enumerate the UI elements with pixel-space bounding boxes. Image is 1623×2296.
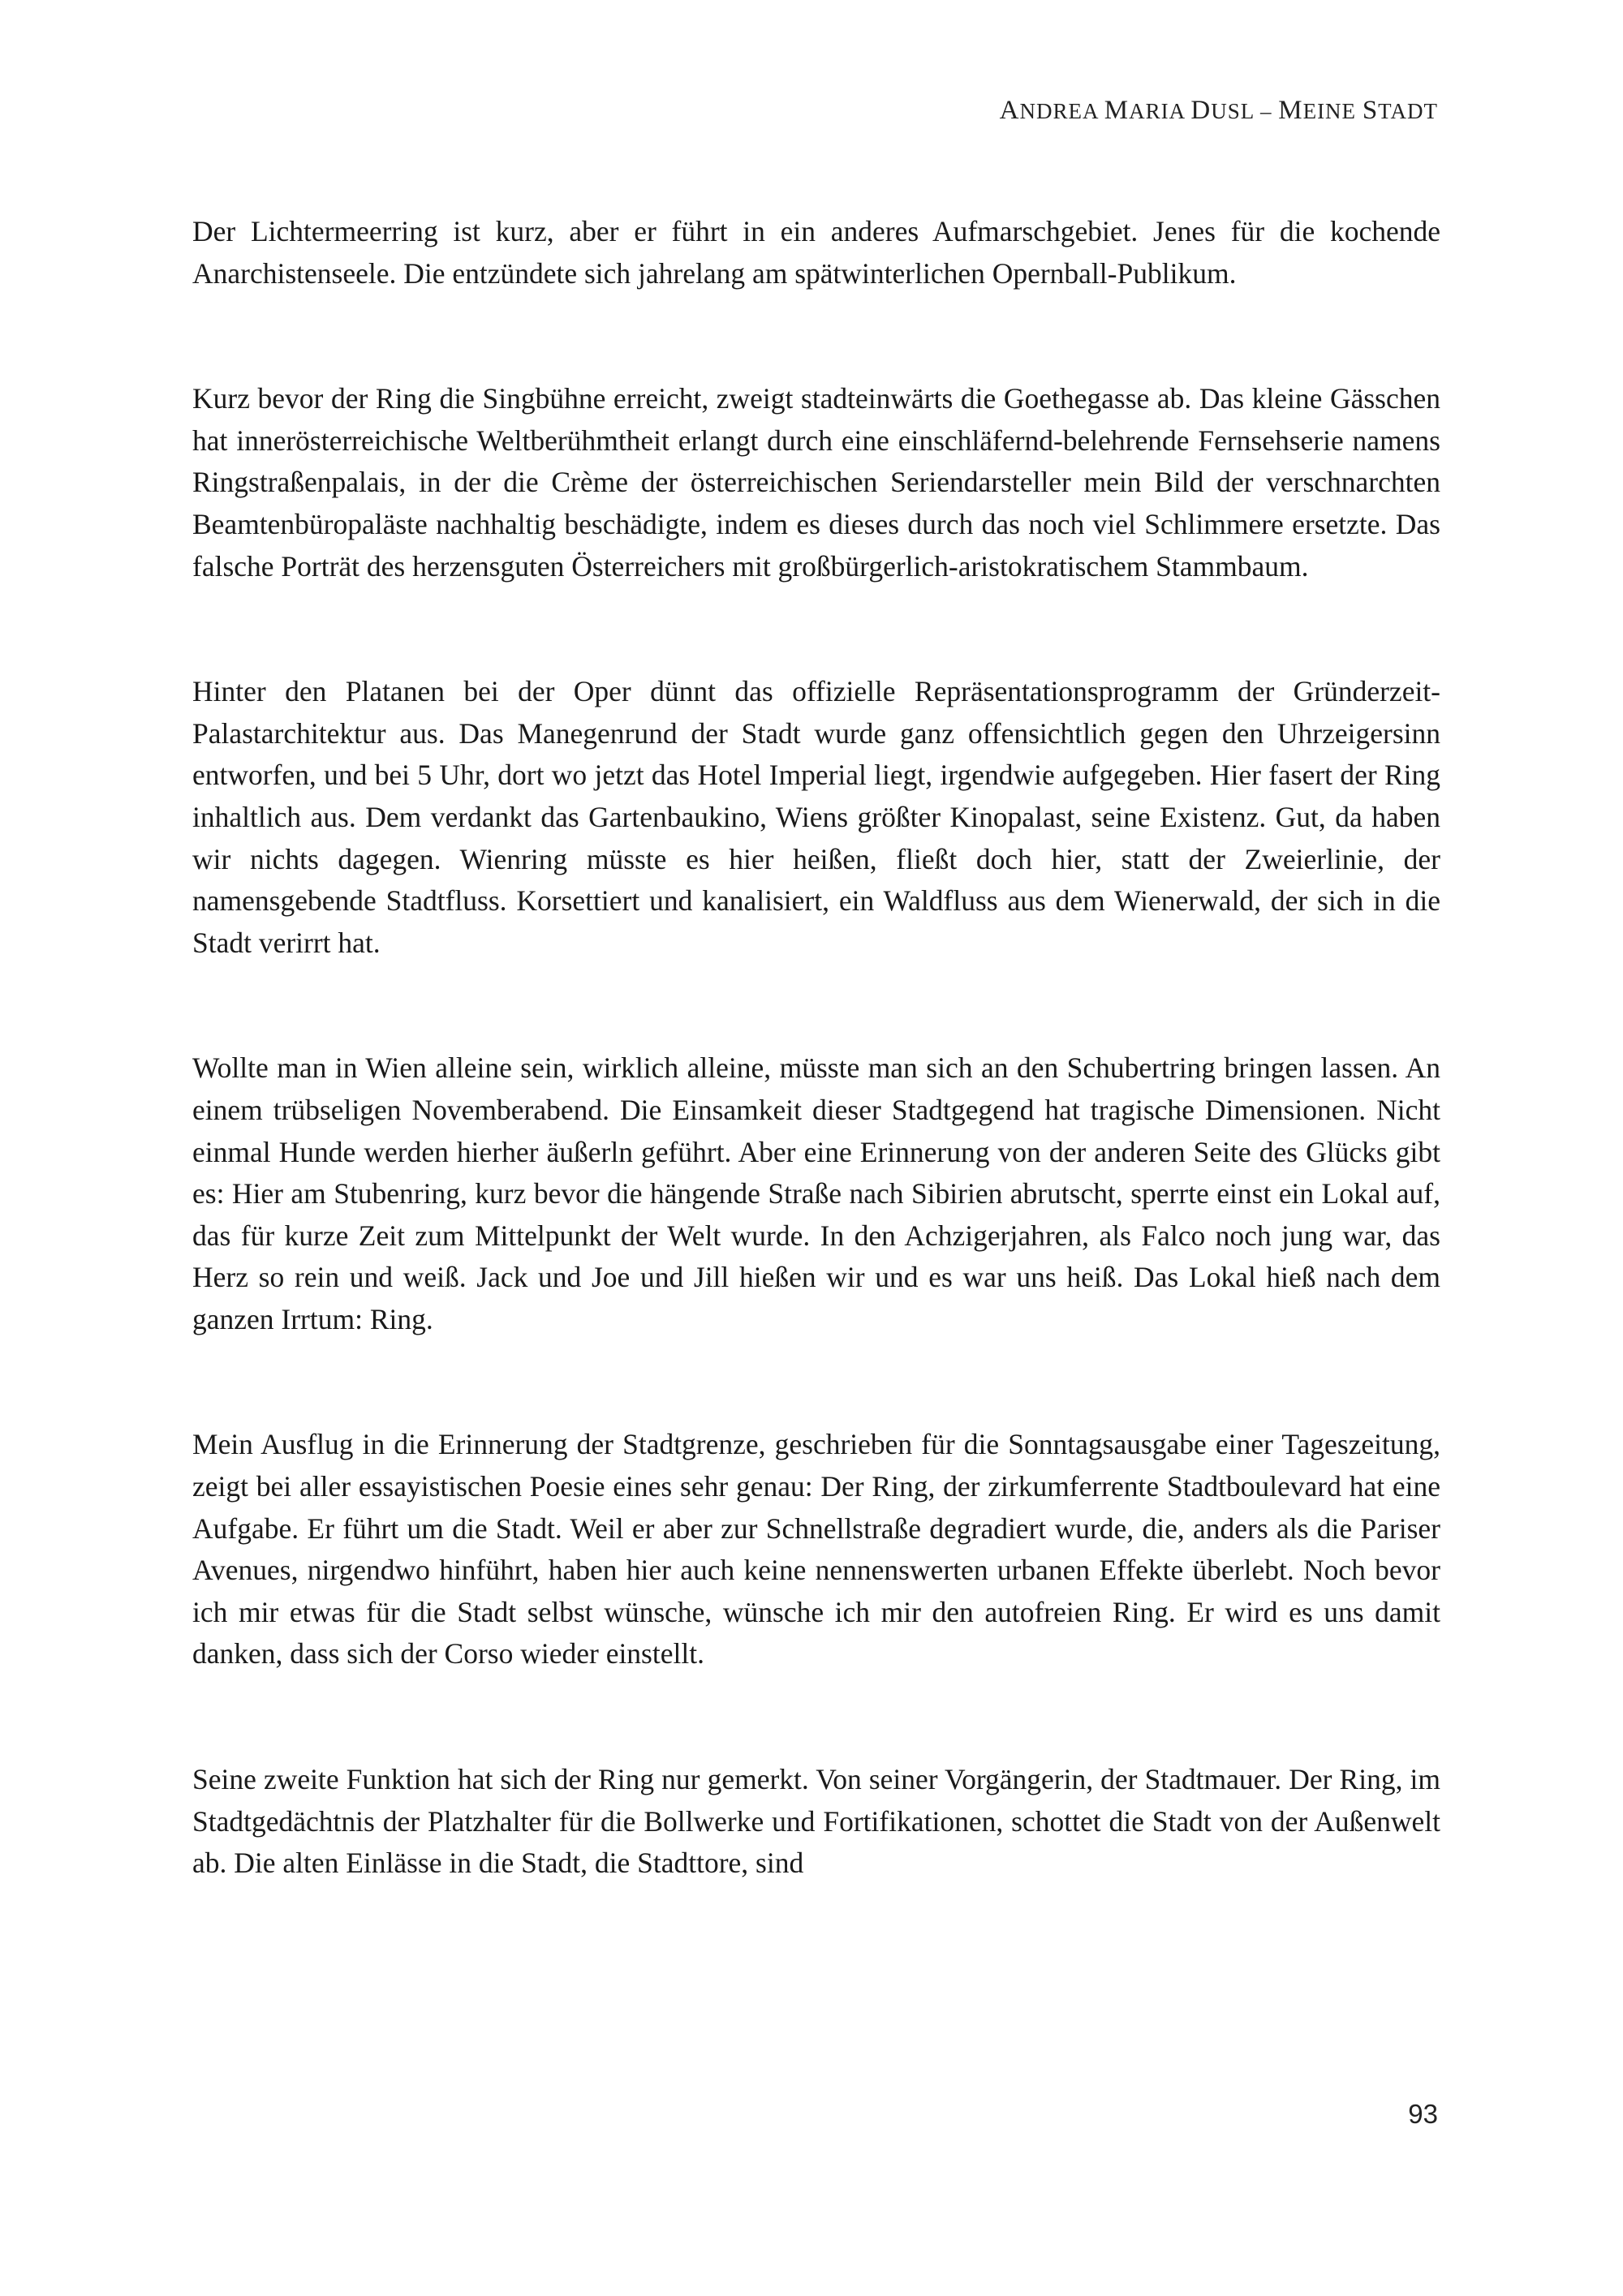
paragraph-2: Kurz bevor der Ring die Singbühne erreicht, zweigt stadteinwärts die Goethegasse ab. Das kleine Gässchen hat innerösterreichische Weltberühmtheit erlangt durch eine einschläfernd-belehrende Fernsehserie namens Ringstraßenpalais, in der die Crème der österreichischen Seriendarsteller mein Bild der verschnarchten Beamtenbüropaläste nachhaltig beschädigte, indem es dieses durch das noch viel Schlimmere ersetzte. Das falsche Porträt des herzensguten Österreichers mit großbürgerlich-aristokratischem Stammbaum. bbox=[192, 382, 1440, 583]
header-separator: – bbox=[1254, 99, 1279, 123]
header-initial: A bbox=[999, 96, 1020, 125]
paragraph-1: Der Lichtermeerring ist kurz, aber er führt in ein anderes Aufmarschgebiet. Jenes für die kochende Anarchistenseele. Die entzündete sich jahrelang am spätwinterlichen Opernball-Publikum. bbox=[192, 215, 1440, 290]
paragraph-3: Hinter den Platanen bei der Oper dünnt das offizielle Repräsentationsprogramm der Gründerzeit-Palastarchitektur aus. Das Manegenrund der Stadt wurde ganz offensichtlich gegen den Uhrzeigersinn entworfen, und bei 5 Uhr, dort wo jetzt das Hotel Imperial liegt, irgendwie aufgegeben. Hier fasert der Ring inhaltlich aus. Dem verdankt das Gartenbaukino, Wiens größter Kinopalast, seine Existenz. Gut, da haben wir nichts dagegen. Wienring müsste es hier heißen, fließt doch hier, statt der Zweierlinie, der namensgebende Stadtfluss. Korsettiert und kanalisiert, ein Waldfluss aus dem Wienerwald, der sich in die Stadt verirrt hat. bbox=[192, 675, 1440, 959]
header-text: NDREA bbox=[1019, 99, 1104, 123]
header-initial: S bbox=[1362, 96, 1379, 125]
body-text bbox=[192, 211, 1440, 1885]
header-text: EINE bbox=[1302, 99, 1363, 123]
running-header bbox=[1000, 96, 1438, 126]
page-number: 93 bbox=[1408, 2099, 1438, 2129]
paragraph-6: Seine zweite Funktion hat sich der Ring nur gemerkt. Von seiner Vorgängerin, der Stadtmauer. Der Ring, im Stadtgedächtnis der Platzhalter für die Bollwerke und Fortifikationen, schottet die Stadt von der Außenwelt ab. Die alten Einlässe in die Stadt, die Stadttore, sind bbox=[192, 1763, 1440, 1880]
paragraph-4: Wollte man in Wien alleine sein, wirklich alleine, müsste man sich an den Schubertring bringen lassen. An einem trübseligen Novemberabend. Die Einsamkeit dieser Stadtgegend hat tragische Dimensionen. Nicht einmal Hunde werden hierher äußerln geführt. Aber eine Erinnerung von der anderen Seite des Glücks gibt es: Hier am Stubenring, kurz bevor die hängende Straße nach Sibirien abrutscht, sperrte einst ein Lokal auf, das für kurze Zeit zum Mittelpunkt der Welt wurde. In den Achzigerjahren, als Falco noch jung war, das Herz so rein und weiß. Jack und Joe und Jill hießen wir und es war uns heiß. Das Lokal hieß nach dem ganzen Irrtum: Ring. bbox=[192, 1051, 1440, 1335]
header-initial: M bbox=[1278, 96, 1303, 125]
header-text: TADT bbox=[1378, 99, 1438, 123]
header-text: ARIA bbox=[1129, 99, 1191, 123]
header-initial: D bbox=[1190, 96, 1212, 125]
paragraph-5: Mein Ausflug in die Erinnerung der Stadtgrenze, geschrieben für die Sonntagsausgabe einer Tageszeitung, zeigt bei aller essayistischen Poesie eines sehr genau: Der Ring, der zirkumferrente Stadtboulevard hat eine Aufgabe. Er führt um die Stadt. Weil er aber zur Schnellstraße degradiert wurde, die, anders als die Pariser Avenues, nirgendwo hinführt, haben hier auch keine nennenswerten urbanen Effekte überlebt. Noch bevor ich mir etwas für die Stadt selbst wünsche, wünsche ich mir den autofreien Ring. Er wird es uns damit danken, dass sich der Corso wieder einstellt. bbox=[192, 1428, 1440, 1670]
header-initial: M bbox=[1104, 96, 1130, 125]
header-text: USL bbox=[1211, 99, 1255, 123]
